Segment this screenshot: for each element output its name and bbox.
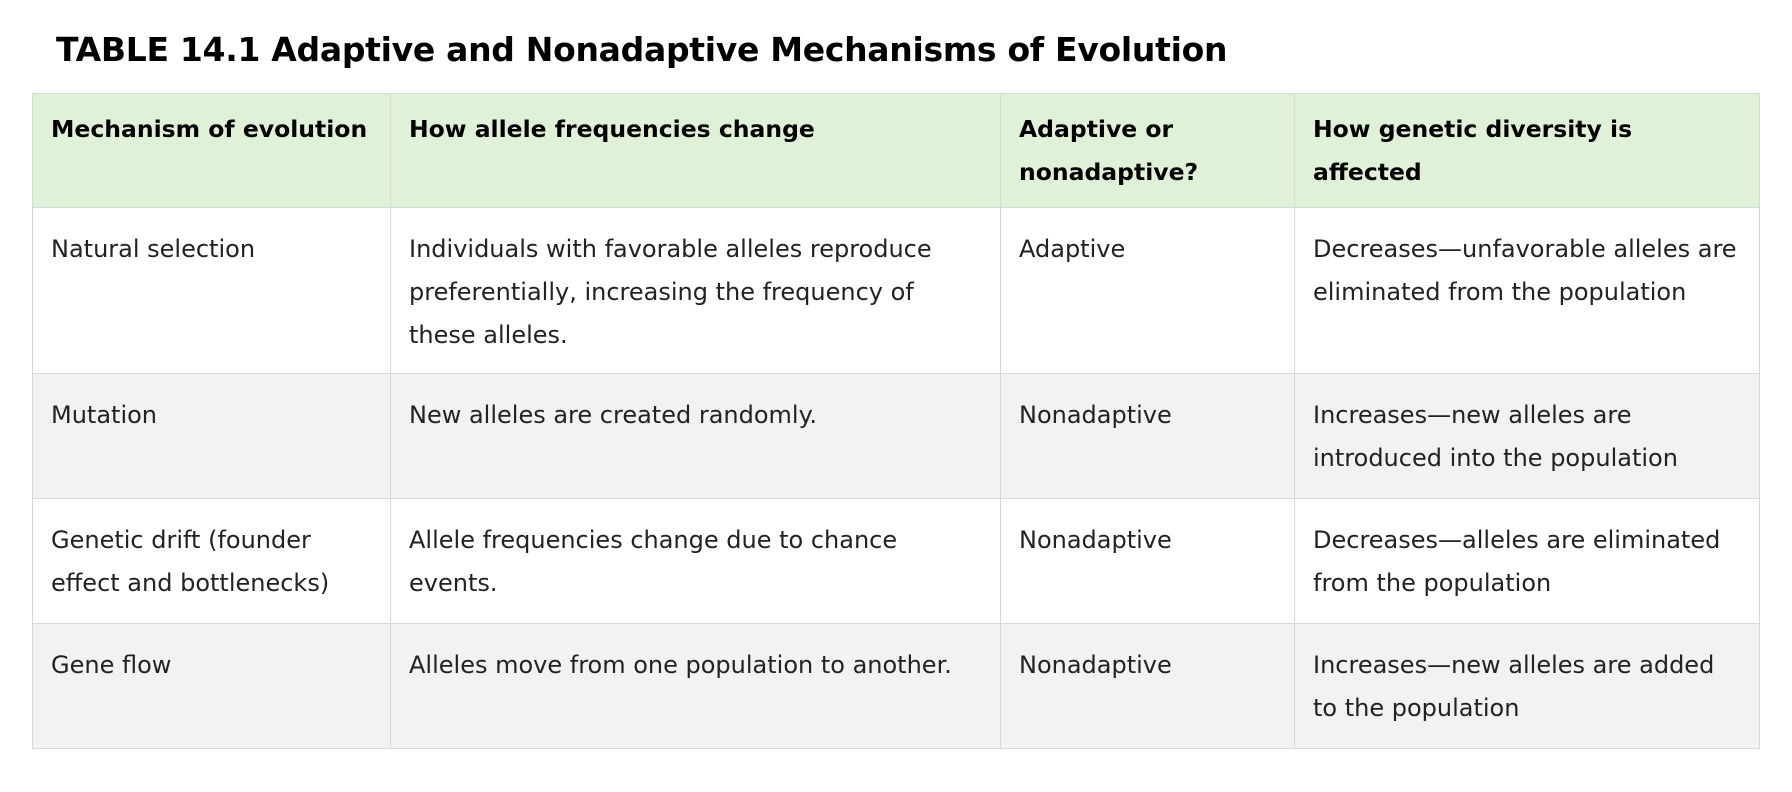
cell-allele-change: Alleles move from one population to another. [391,624,1001,749]
cell-allele-change: Allele frequencies change due to chance events. [391,499,1001,624]
table-row [33,624,1760,749]
cell-mechanism: Mutation [33,374,391,499]
table-body [33,208,1760,749]
cell-allele-change: Individuals with favorable alleles reproduce preferentially, increasing the frequency of these alleles. [391,208,1001,374]
cell-diversity: Decreases—alleles are eliminated from the population [1295,499,1760,624]
cell-adaptive: Nonadaptive [1001,374,1295,499]
cell-diversity: Increases—new alleles are introduced into the population [1295,374,1760,499]
cell-diversity: Increases—new alleles are added to the population [1295,624,1760,749]
table-caption: TABLE 14.1 Adaptive and Nonadaptive Mechanisms of Evolution [56,30,1228,69]
cell-allele-change: New alleles are created randomly. [391,374,1001,499]
cell-mechanism: Genetic drift (founder effect and bottlenecks) [33,499,391,624]
header-allele-change: How allele frequencies change [391,94,1001,208]
table-row [33,208,1760,374]
cell-adaptive: Nonadaptive [1001,624,1295,749]
table-row [33,374,1760,499]
header-diversity: How genetic diversity is affected [1295,94,1760,208]
table-row [33,499,1760,624]
cell-diversity: Decreases—unfavorable alleles are eliminated from the population [1295,208,1760,374]
header-row [33,94,1760,208]
header-adaptive: Adaptive or nonadaptive? [1001,94,1295,208]
evolution-mechanisms-table [32,93,1760,749]
cell-mechanism: Gene flow [33,624,391,749]
cell-adaptive: Nonadaptive [1001,499,1295,624]
table-header [33,94,1760,208]
header-mechanism: Mechanism of evolution [33,94,391,208]
cell-adaptive: Adaptive [1001,208,1295,374]
cell-mechanism: Natural selection [33,208,391,374]
